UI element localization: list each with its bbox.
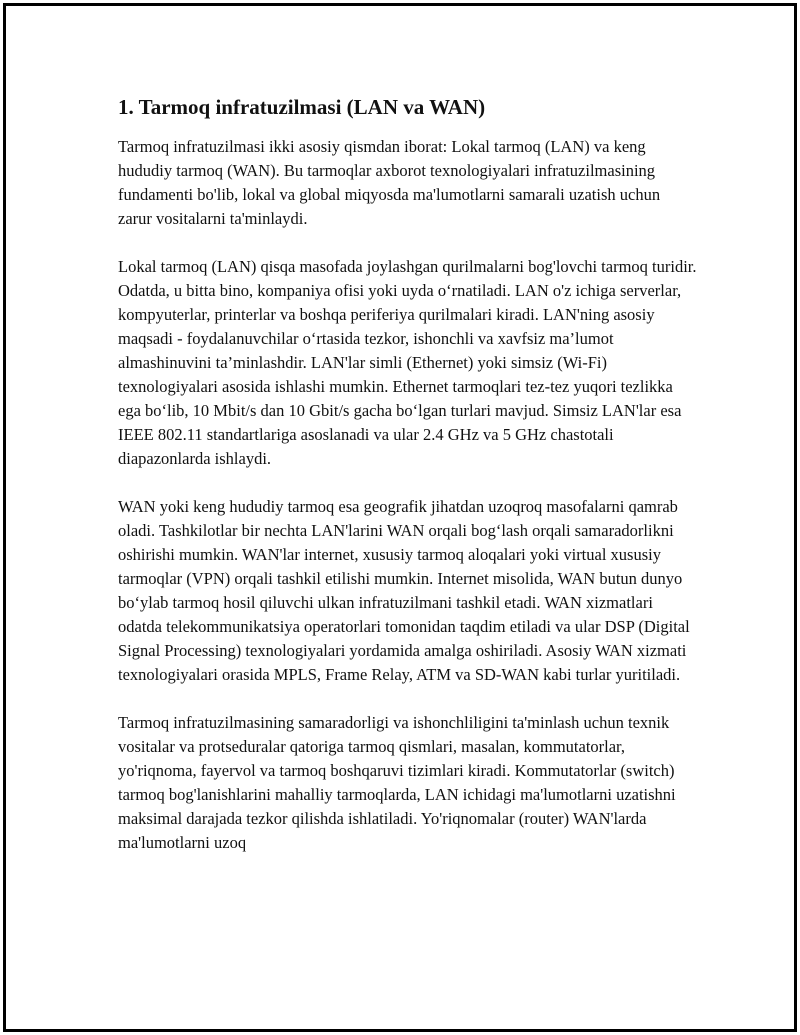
paragraph-infrastructure-tools: Tarmoq infratuzilmasining samaradorligi va ishonchliligini ta'minlash uchun texnik vositalar va protseduralar qatoriga tarmoq qismlari, masalan, kommutatorlar, yo'riqnoma, fayervol va tarmoq boshqaruvi tizimlari kiradi. Kommutatorlar (switch) tarmoq bog'lanishlarini mahalliy tarmoqlarda, LAN ichidagi ma'lumotlarni uzatishni maksimal darajada tezkor qilishda ishlatiladi. Yo'riqnomalar (router) WAN'larda ma'lumotlarni uzoq xyxy=(118,713,676,852)
paragraph-intro: Tarmoq infratuzilmasi ikki asosiy qismdan iborat: Lokal tarmoq (LAN) va keng hududiy tarmoq (WAN). Bu tarmoqlar axborot texnologiyalari infratuzilmasining fundamenti bo'lib, lokal va global miqyosda ma'lumotlarni samarali uzatish uchun zarur vositalarni ta'minlaydi. xyxy=(118,137,661,228)
document-heading: 1. Tarmoq infratuzilmasi (LAN va WAN) xyxy=(118,95,486,119)
paragraph-wan: WAN yoki keng hududiy tarmoq esa geografik jihatdan uzoqroq masofalarni qamrab oladi. Tashkilotlar bir nechta LAN'larini WAN orqali bog‘lash orqali samaradorlikni oshirishi mumkin. WAN'lar internet, xususiy tarmoq aloqalari yoki virtual xususiy tarmoqlar (VPN) orqali tashkil etilishi mumkin. Internet misolida, WAN butun dunyo bo‘ylab tarmoq hosil qiluvchi ulkan infratuzilmani tashkil etadi. WAN xizmatlari odatda telekommunikatsiya operatorlari tomonidan taqdim etiladi va ular DSP (Digital Signal Processing) texnologiyalari yordamida amalga oshiriladi. Asosiy WAN xizmati texnologiyalari orasida MPLS, Frame Relay, ATM va SD-WAN kabi turlar yuritiladi. xyxy=(118,497,690,684)
paragraph-lan: Lokal tarmoq (LAN) qisqa masofada joylashgan qurilmalarni bog'lovchi tarmoq turidir. Odatda, u bitta bino, kompaniya ofisi yoki uyda o‘rnatiladi. LAN o'z ichiga serverlar, kompyuterlar, printerlar va boshqa periferiya qurilmalari kiradi. LAN'ning asosiy maqsadi - foydalanuvchilar o‘rtasida tezkor, ishonchli va xavfsiz ma’lumot almashinuvini ta’minlashdir. LAN'lar simli (Ethernet) yoki simsiz (Wi-Fi) texnologiyalari asosida ishlashi mumkin. Ethernet tarmoqlari tez-tez yuqori tezlikka ega bo‘lib, 10 Mbit/s dan 10 Gbit/s gacha bo‘lgan turlari mavjud. Simsiz LAN'lar esa IEEE 802.11 standartlariga asoslanadi va ular 2.4 GHz va 5 GHz chastotali diapazonlarda ishlaydi. xyxy=(118,257,697,468)
document-body xyxy=(118,93,698,879)
